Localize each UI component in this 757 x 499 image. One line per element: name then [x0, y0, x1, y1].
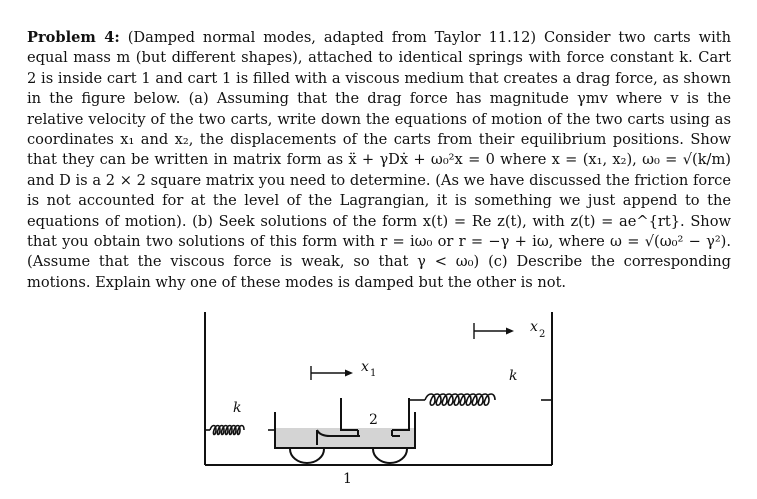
label-x2-sub: 2 — [539, 329, 546, 340]
label-cart-2: 2 — [369, 412, 378, 428]
problem-number: Problem 4: — [27, 29, 120, 46]
x2-arrow — [474, 323, 514, 339]
problem-text: (Damped normal modes, adapted from Taylor 11.12) Consider two carts with equal mass m (but different shapes), attached to identical springs with force constant k. Cart 2 is inside cart 1 and cart 1 is filled with a viscous medium that creates a drag force, as shown in the figure below. (a) Assuming that the drag force has magnitude γmv where v is the relative velocity of the two carts, write down the equations of motion of the two carts using as coordinates x₁ and x₂, the displacements of the carts from their equilibrium positions. Show that they can be written in matrix form as ẍ + γDẋ + ω₀²x = 0 where x = (x₁, x₂), ω₀ = √(k/m) and D is a 2 × 2 square matrix you need to determine. (As we have discussed the friction force is not accounted for at the level of the Lagrangian, it is something we just append to the equations of motion). (b) Seek solutions of the form x(t) = Re z(t), with z(t) = ae^{rt}. Show that you obtain two solutions of this form with r = iω₀ or r = −γ + iω, where ω = √(ω₀² − γ²). (Assume that the viscous force is weak, so that γ < ω₀) (c) Describe the corresponding motions. Explain why one of these modes is damped but the other is not. — [27, 29, 732, 291]
label-x1-sub: 1 — [370, 368, 377, 379]
label-cart-1: 1 — [343, 471, 352, 487]
x1-arrow — [311, 366, 353, 380]
spring-right — [409, 394, 552, 405]
label-k-right: k — [509, 368, 518, 384]
label-x2: x — [530, 319, 538, 335]
spring-left — [205, 426, 275, 435]
label-x1: x — [361, 359, 369, 375]
label-k-left: k — [233, 400, 242, 416]
